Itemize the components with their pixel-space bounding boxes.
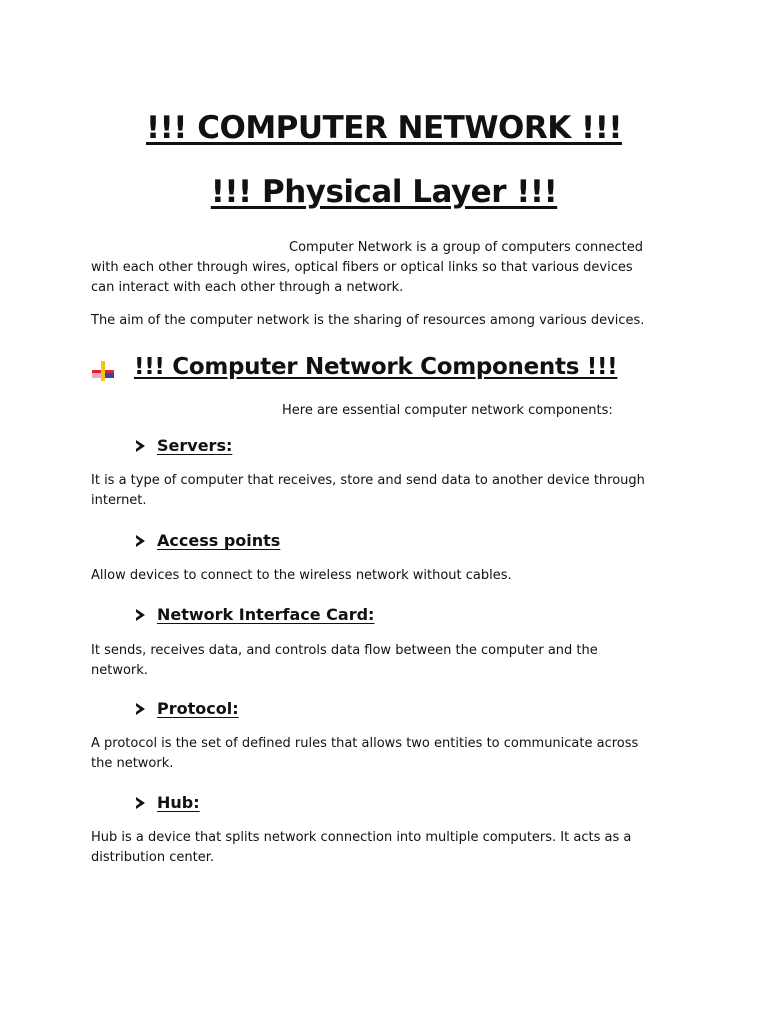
component-label: Protocol: <box>157 699 239 718</box>
arrow-bullet-icon <box>136 535 145 547</box>
component-description-nic <box>91 641 681 681</box>
description-line: It sends, receives data, and controls data flow between the computer and the <box>91 643 598 658</box>
intro-line-2: with each other through wires, optical fibers or optical links so that various devices <box>91 260 633 275</box>
arrow-bullet-icon <box>136 440 145 452</box>
component-heading-hub <box>136 793 200 812</box>
description-line: Hub is a device that splits network connection into multiple computers. It acts as a <box>91 830 632 845</box>
document-subtitle: !!! Physical Layer !!! <box>210 174 558 210</box>
component-label: Access points <box>157 531 281 550</box>
description-line: Allow devices to connect to the wireless network without cables. <box>91 568 512 583</box>
component-description-protocol <box>91 734 681 774</box>
description-line: A protocol is the set of defined rules that allows two entities to communicate across <box>91 736 639 751</box>
intro-paragraph <box>91 238 681 298</box>
description-line: network. <box>91 663 148 678</box>
description-line: the network. <box>91 756 174 771</box>
arrow-bullet-icon <box>136 609 145 621</box>
component-heading-protocol <box>136 699 239 718</box>
component-label: Hub: <box>157 793 200 812</box>
bullet-yellow-bar <box>101 361 105 381</box>
component-label: Network Interface Card: <box>157 605 375 624</box>
components-intro: Here are essential computer network components: <box>282 403 613 418</box>
arrow-bullet-icon <box>136 797 145 809</box>
aim-paragraph: The aim of the computer network is the sharing of resources among various devices. <box>91 313 645 328</box>
description-line: internet. <box>91 493 147 508</box>
component-heading-nic <box>136 605 374 624</box>
arrow-bullet-icon <box>136 703 145 715</box>
component-description-access-points <box>91 566 681 586</box>
four-square-bullet-icon <box>90 358 116 384</box>
component-label: Servers: <box>157 436 233 455</box>
component-heading-servers <box>136 436 232 455</box>
component-heading-access-points <box>136 531 280 550</box>
description-line: distribution center. <box>91 850 214 865</box>
document-title: !!! COMPUTER NETWORK !!! <box>146 110 622 146</box>
description-line: It is a type of computer that receives, store and send data to another device through <box>91 473 645 488</box>
intro-line-3: can interact with each other through a network. <box>91 280 404 295</box>
intro-line-1: Computer Network is a group of computers connected <box>289 240 644 255</box>
component-description-hub <box>91 828 681 868</box>
component-description-servers <box>91 471 681 511</box>
components-heading: !!! Computer Network Components !!! <box>134 354 618 380</box>
